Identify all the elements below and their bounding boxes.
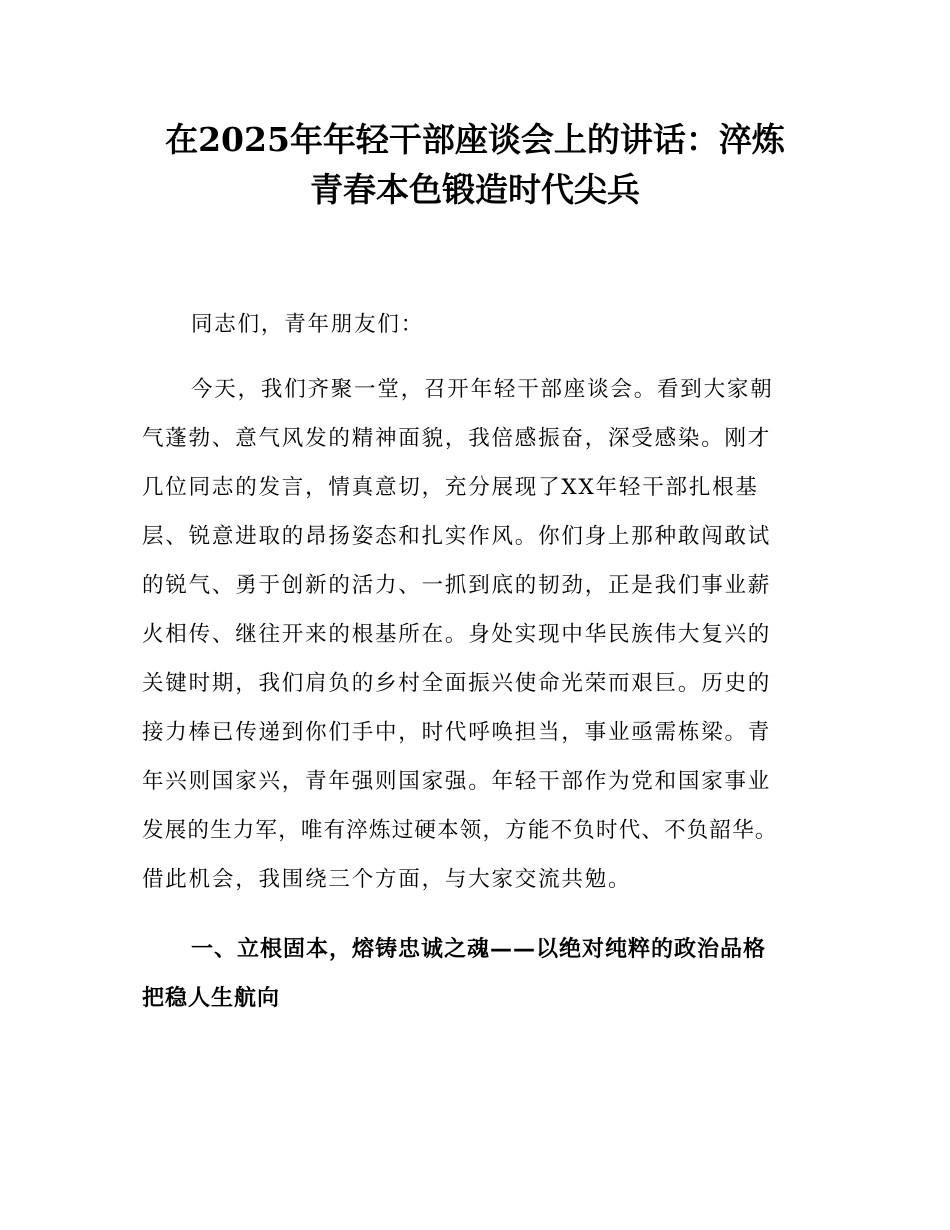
paragraph-line: 气蓬勃、意气风发的精神面貌，我倍感振奋，深受感染。刚才 [142,426,772,451]
paragraph-line: 关键时期，我们肩负的乡村全面振兴使命光荣而艰巨。历史的 [142,671,772,696]
section-heading-line-2: 把稳人生航向 [142,986,281,1011]
paragraph-line: 层、锐意进取的昂扬姿态和扎实作风。你们身上那种敢闯敢试 [142,524,772,549]
paragraph-line: 接力棒已传递到你们手中，时代呼唤担当，事业亟需栋梁。青 [142,720,772,745]
paragraph-line: 发展的生力军，唯有淬炼过硬本领，方能不负时代、不负韶华。 [142,818,778,843]
section-heading-line-1: 一、立根固本，熔铸忠诚之魂——以绝对纯粹的政治品格 [191,937,767,962]
paragraph-line: 今天，我们齐聚一堂，召开年轻干部座谈会。看到大家朝 [191,377,774,402]
paragraph-line: 火相传、继往开来的根基所在。身处实现中华民族伟大复兴的 [142,622,772,647]
paragraph-line: 几位同志的发言，情真意切，充分展现了XX年轻干部扎根基 [142,475,759,500]
salutation: 同志们，青年朋友们： [191,312,425,337]
paragraph-line: 的锐气、勇于创新的活力、一抓到底的韧劲，正是我们事业薪 [142,573,772,598]
paragraph-line: 借此机会，我围绕三个方面，与大家交流共勉。 [142,867,632,892]
document-title-line-2: 青春本色锻造时代尖兵 [310,170,640,209]
document-title-line-1: 在2025年年轻干部座谈会上的讲话：淬炼 [165,120,785,159]
paragraph-line: 年兴则国家兴，青年强则国家强。年轻干部作为党和国家事业 [142,769,772,794]
